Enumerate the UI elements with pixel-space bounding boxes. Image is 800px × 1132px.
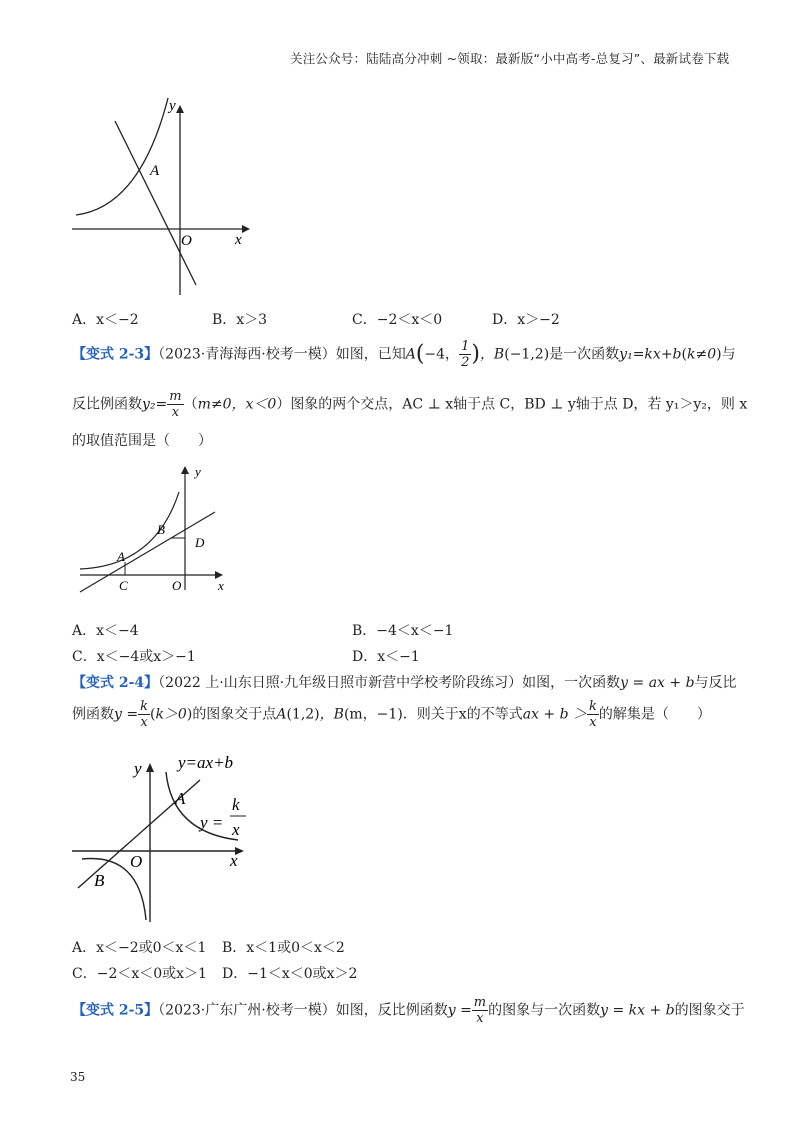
label-x: x	[230, 851, 238, 870]
label-O: O	[130, 852, 143, 871]
q24-option-a: A．x＜−2或0＜x＜1	[72, 940, 207, 956]
page-header: 关注公众号：陆陆高分冲刺 ~领取：最新版“小中高考-总复习”、最新试卷下载	[290, 51, 730, 66]
label-O: O	[172, 578, 182, 593]
q24-option-c: C．−2＜x＜0或x＞1	[72, 966, 207, 982]
q24-line2: 例函数y = $\frac{k}{x}$ (k＞0)的图象交于点A(1,2)，B(m，−1)．则关于x的不等式ax + b ＞ $\frac{k}{x}$ 的解集是（ ）	[72, 699, 711, 730]
hyperbola-curve	[76, 98, 168, 215]
curve-label: y =	[200, 813, 224, 832]
q23-option-a: A．x＜−4	[72, 623, 139, 639]
label-A: A	[150, 163, 160, 179]
figure-2	[75, 462, 235, 597]
q23-option-b: B．−4＜x＜−1	[352, 623, 454, 639]
q1-option-a: A．x＜−2	[72, 312, 139, 328]
label-O: O	[181, 233, 192, 249]
page-number: 35	[70, 1070, 86, 1084]
q23-tag: 【变式 2-3】	[72, 346, 159, 363]
curve-label-den: x	[232, 820, 240, 839]
q24-option-d: D．−1＜x＜0或x＞2	[222, 966, 358, 982]
q23-option-d: D．x＜−1	[352, 649, 420, 665]
figure-1	[70, 95, 260, 300]
q23-line3: 的取值范围是（ ）	[72, 433, 212, 449]
label-D: D	[195, 535, 205, 550]
label-B: B	[157, 522, 165, 537]
label-A: A	[117, 549, 125, 564]
label-y: y	[169, 98, 176, 114]
q24-line1: 【变式 2-4】（2022 上·山东日照·九年级日照市新营中学校考阶段练习）如图，一次函数y = ax + b与反比	[72, 675, 737, 691]
label-C: C	[119, 578, 128, 593]
q1-option-d: D．x＞−2	[492, 312, 560, 328]
curve-label-num: k	[232, 795, 240, 814]
linear-line	[80, 512, 215, 592]
y-axis-arrow	[176, 105, 184, 113]
q25-line1: 【变式 2-5】（2023·广东广州·校考一模）如图，反比例函数y = $\frac{m}{x}$ 的图象与一次函数y = kx + b的图象交于	[72, 995, 745, 1026]
line-label: y=ax+b	[178, 753, 234, 772]
label-y: y	[134, 759, 142, 778]
label-x: x	[235, 232, 242, 248]
figure-3	[70, 750, 280, 925]
y-axis-arrow	[181, 466, 189, 474]
x-axis-arrow	[242, 225, 250, 233]
linear-line	[115, 121, 196, 285]
q23-line1: 【变式 2-3】（2023·青海海西·校考一模）如图，已知A(−4， $\frac{1}{2}$ )，B(−1,2)是一次函数y₁=kx+b(k≠0)与	[72, 339, 736, 370]
q25-tag: 【变式 2-5】	[72, 1002, 159, 1019]
label-x: x	[218, 578, 224, 593]
label-y: y	[195, 464, 201, 479]
label-A: A	[175, 789, 186, 808]
q1-option-c: C．−2＜x＜0	[352, 312, 443, 328]
q23-line2: 反比例函数y₂= $\frac{m}{x}$ （m≠0，x＜0）图象的两个交点，AC ⊥ x轴于点 C，BD ⊥ y轴于点 D，若 y₁＞y₂，则 x	[72, 389, 748, 420]
q1-option-b: B．x＞3	[212, 312, 268, 328]
q24-option-b: B．x＜1或0＜x＜2	[222, 940, 345, 956]
q24-tag: 【变式 2-4】	[72, 675, 159, 691]
q23-option-c: C．x＜−4或x＞−1	[72, 649, 196, 665]
label-B: B	[94, 871, 105, 890]
y-axis-arrow	[146, 763, 154, 772]
